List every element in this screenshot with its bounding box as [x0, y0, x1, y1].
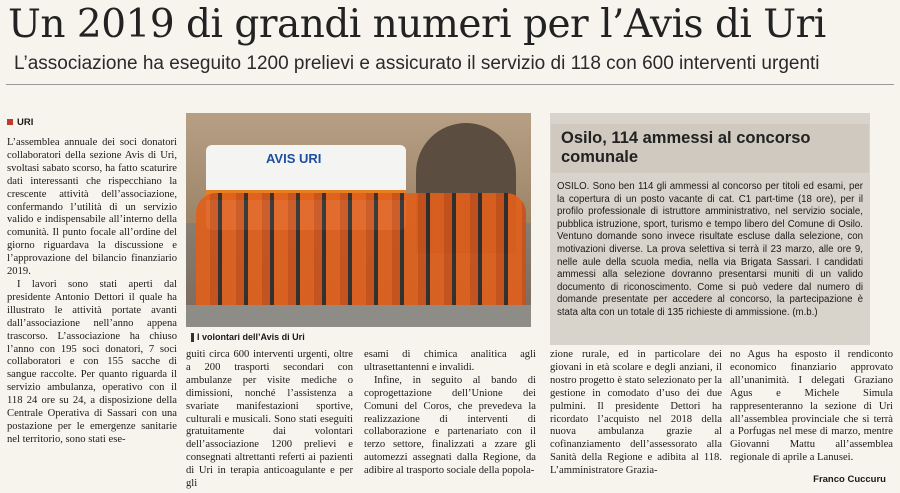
paragraph: Infine, in seguito al bando di coprogettazione dell’Unione dei Comuni del Coros, che prevedeva la realizzazione di interventi di collaborazione e partenariato con il terzo settore, finalizzati a zzare gli automezzi assegnati dalla Regione, da adibire al trasporto sociale della popola- — [364, 374, 536, 477]
sidebar-title: Osilo, 114 ammessi al concorso comunale — [551, 124, 869, 173]
paragraph: guiti circa 600 interventi urgenti, oltre a 200 trasporti secondari con ambulanze per visite mediche o dimissioni, nonché l’assistenza a svariate manifestazioni sportive, culturali e musicali. Sono stati eseguiti gratuitamente dai volontari dell’associazione 1200 prelievi e consegnati altrettanti referti ai pazienti di Uri in terapia anticoagulante e per gli — [186, 349, 353, 490]
photo-ground — [186, 305, 531, 327]
square-bullet-icon — [7, 119, 13, 125]
article-column-1 — [7, 137, 177, 447]
location-kicker — [7, 117, 33, 128]
photo-volunteers — [186, 113, 531, 327]
headline: Un 2019 di grandi numeri per l’Avis di Uri — [8, 2, 826, 47]
caption-text: I volontari dell’Avis di Uri — [197, 332, 305, 342]
article-column-5 — [730, 349, 893, 465]
sidebar-body: OSILO. Sono ben 114 gli ammessi al concorso per titoli ed esami, per la copertura di un posto vacante di cat. C1 part-time (18 ore), per il profilo professionale di istruttore amministrativo, nel servizio sociale, pubblica istruzione, sport, turismo e tempo libero del Comune di Osilo. Ventuno domande sono invece risultate escluse dalla selezione, con motivazioni diverse. La prova selettiva si terrà il 23 marzo, alle ore 9, nelle aule della scuola media, nella via Brigata Sassari. I candidati ammessi alla selezione dovranno presentarsi muniti di un valido documento di riconoscimento. Come si può vedere dal numero di domande presentate per accedere al concorso, la partecipazione è stata alta con un totale di 135 richieste di ammissione. (m.b.) — [557, 181, 863, 318]
byline: Franco Cuccuru — [813, 474, 886, 485]
caption-bar — [191, 333, 194, 342]
kicker-label: URI — [17, 117, 34, 128]
paragraph: zione rurale, ed in particolare dei giovani in età scolare e degli anziani, il nostro progetto è stato selezionato per la gestione in comodato d’uso dei due pulmini. Il presidente Dettori ha ricordato l’acquisto nel 2018 della nuova ambulanza grazie al cofinanziamento dell’assessorato alla Sanità della Regione e adibita al 118. L’amministratore Grazia- — [550, 349, 722, 477]
paragraph: esami di chimica analitica agli ultrasettantenni e invalidi. — [364, 349, 536, 373]
article-column-2 — [186, 349, 353, 491]
photo-caption — [191, 332, 305, 342]
article-column-4 — [550, 349, 722, 478]
paragraph: no Agus ha esposto il rendiconto economico finanziario approvato all’unanimità. I delegati Graziano Agus e Michele Simula rappresenteranno la sezione di Uri all’assemblea provinciale che si terrà a Porfugas nel mese di marzo, mentre Giovanni Mattu all’assemblea regionale di aprile a Lanusei. — [730, 349, 893, 464]
paragraph: I lavori sono stati aperti dal presidente Antonio Dettori il quale ha illustrato le attività portate avanti dall’associazione nell’anno appena trascorso. L’associazione ha chiuso l’anno con 195 soci donatori, 7 soci collaboratori e con 155 sacche di sangue raccolte. Per quanto riguarda il servizio ambulanza, operativo con il 118 24 ore su 24, a disposizione della Centrale Operativa di Sassari con una postazione per le emergenze sanitarie nel territorio, sono stati ese- — [7, 278, 177, 445]
photo-volunteer-group — [196, 193, 526, 313]
article-column-3 — [364, 349, 536, 478]
divider — [6, 84, 894, 85]
ambulance-logo: AVIS URI — [266, 151, 322, 166]
paragraph: L’assemblea annuale dei soci donatori collaboratori della sezione Avis di Uri, svoltasi sabato scorso, ha fatto scaturire dati interessanti che rispecchiano la crescente attività dell’associazione, confermando l’utilità di un servizio valido e indispensabile all’interno della comunità. Il punto focale all’ordine del giorno riguardava la discussione e l’approvazione del bilancio finanziario 2019. — [7, 137, 177, 278]
subheadline: L’associazione ha eseguito 1200 prelievi e assicurato il servizio di 118 con 600 interventi urgenti — [14, 53, 820, 74]
